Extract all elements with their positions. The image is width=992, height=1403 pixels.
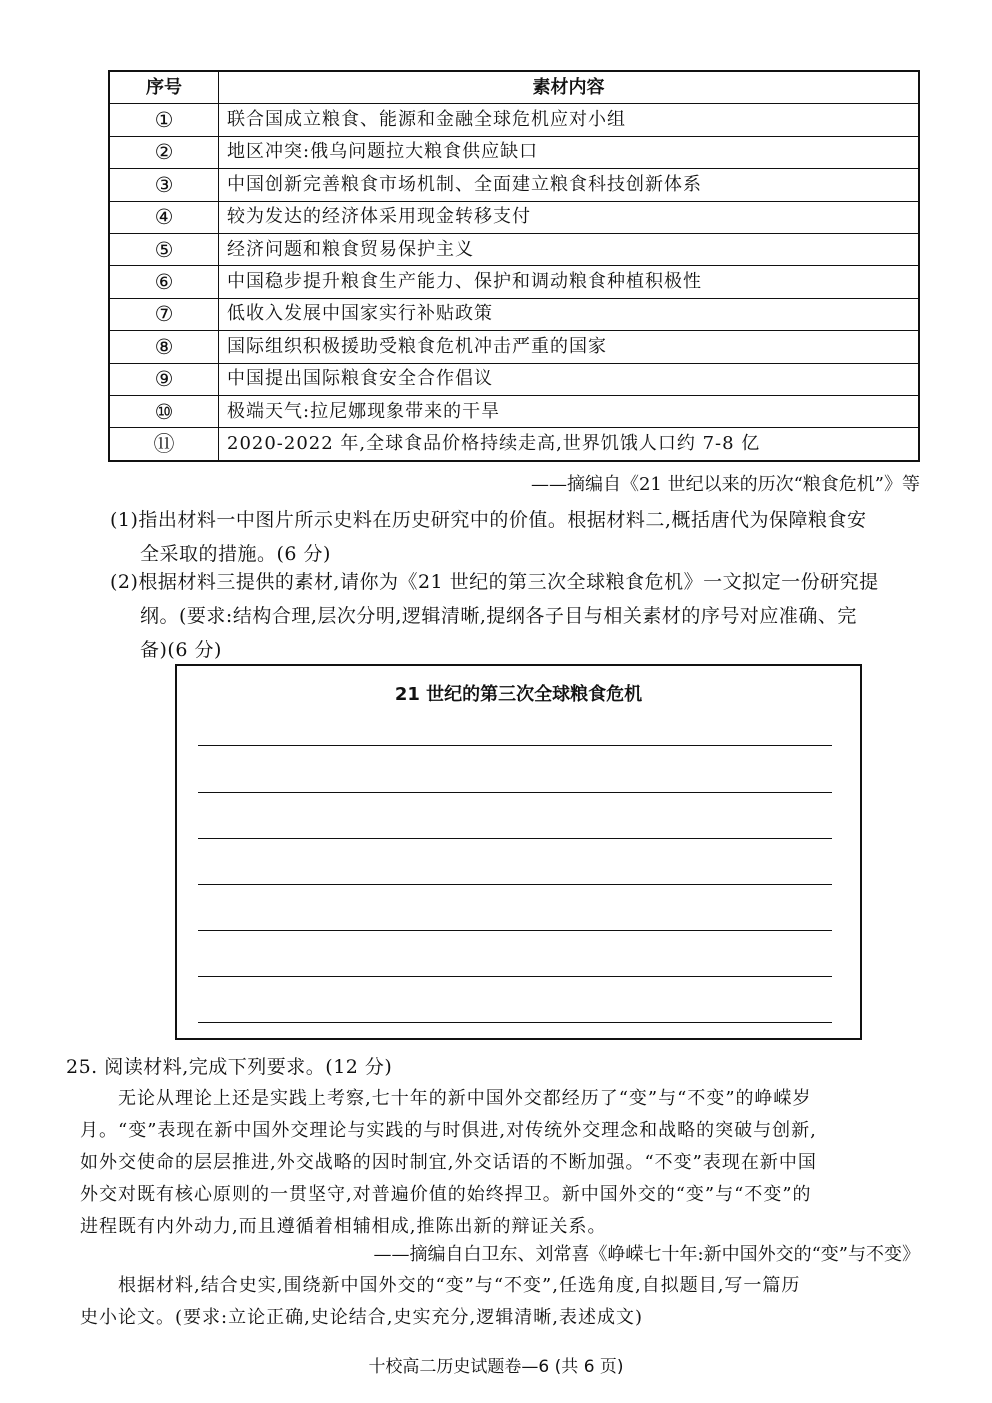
row-text: 较为发达的经济体采用现金转移支付: [219, 201, 920, 233]
table-row: [109, 331, 919, 363]
material-line-3: 如外交使命的层层推进,外交战略的因时制宜,外交话语的不断加强。“不变”表现在新中国: [80, 1152, 817, 1173]
question-1-line-1: (1)指出材料一中图片所示史料在历史研究中的价值。根据材料二,概括唐代为保障粮食安: [110, 509, 867, 531]
task-line-2: 史小论文。(要求:立论正确,史论结合,史实充分,逻辑清晰,表述成文): [80, 1307, 643, 1328]
material-source: ——摘编自白卫东、刘常喜《峥嵘七十年:新中国外交的“变”与不变》: [373, 1244, 920, 1265]
answer-line[interactable]: [198, 838, 832, 839]
question-1: [110, 503, 922, 571]
material-line-1: 无论从理论上还是实践上考察,七十年的新中国外交都经历了“变”与“不变”的峥嵘岁: [118, 1088, 812, 1109]
row-text: 中国提出国际粮食安全合作倡议: [219, 363, 920, 395]
row-number: ⑥: [109, 266, 219, 298]
materials-table: [108, 70, 920, 462]
question-1-line-2: 全采取的措施。(6 分): [140, 543, 331, 565]
question-2-line-3: 备)(6 分): [140, 639, 222, 661]
table-row: [109, 428, 919, 461]
row-number: ③: [109, 169, 219, 201]
outline-answer-box[interactable]: [175, 664, 862, 1040]
row-number: ④: [109, 201, 219, 233]
question-25-material: [80, 1083, 925, 1243]
row-number: ①: [109, 104, 219, 136]
table-row: [109, 363, 919, 395]
answer-line[interactable]: [198, 976, 832, 977]
question-2: [110, 565, 922, 667]
row-number: ⑧: [109, 331, 219, 363]
header-number: 序号: [109, 71, 219, 104]
page-footer: 十校高二历史试题卷—6 (共 6 页): [368, 1357, 624, 1377]
row-text: 地区冲突:俄乌问题拉大粮食供应缺口: [219, 136, 920, 168]
task-line-1: 根据材料,结合史实,围绕新中国外交的“变”与“不变”,任选角度,自拟题目,写一篇历: [118, 1275, 801, 1296]
material-line-4: 外交对既有核心原则的一贯坚守,对普遍价值的始终捍卫。新中国外交的“变”与“不变”的: [80, 1184, 812, 1205]
material-line-5: 进程既有内外动力,而且遵循着相辅相成,推陈出新的辩证关系。: [80, 1216, 607, 1237]
row-number: ②: [109, 136, 219, 168]
table-row: [109, 395, 919, 427]
row-text: 联合国成立粮食、能源和金融全球危机应对小组: [219, 104, 920, 136]
answer-line[interactable]: [198, 930, 832, 931]
row-text: 经济问题和粮食贸易保护主义: [219, 233, 920, 265]
answer-line[interactable]: [198, 745, 832, 746]
table-row: [109, 233, 919, 265]
question-25-heading: 25. 阅读材料,完成下列要求。(12 分): [66, 1056, 393, 1078]
header-content: 素材内容: [219, 71, 920, 104]
table-row: [109, 298, 919, 330]
row-text: 中国稳步提升粮食生产能力、保护和调动粮食种植积极性: [219, 266, 920, 298]
table-row: [109, 201, 919, 233]
outline-title: 21 世纪的第三次全球粮食危机: [394, 684, 643, 705]
material-line-2: 月。“变”表现在新中国外交理论与实践的与时俱进,对传统外交理念和战略的突破与创新,: [80, 1120, 817, 1141]
table-row: [109, 169, 919, 201]
table-row: [109, 266, 919, 298]
table-source: ——摘编自《21 世纪以来的历次“粮食危机”》等: [530, 474, 920, 495]
answer-line[interactable]: [198, 1022, 832, 1023]
answer-line[interactable]: [198, 884, 832, 885]
row-text: 低收入发展中国家实行补贴政策: [219, 298, 920, 330]
row-number: ⑪: [109, 428, 219, 461]
row-number: ⑩: [109, 395, 219, 427]
question-25-task: [80, 1270, 925, 1334]
question-2-line-1: (2)根据材料三提供的素材,请你为《21 世纪的第三次全球粮食危机》一文拟定一份研究提: [110, 571, 879, 593]
row-text: 中国创新完善粮食市场机制、全面建立粮食科技创新体系: [219, 169, 920, 201]
row-number: ⑦: [109, 298, 219, 330]
table-row: [109, 136, 919, 168]
row-text: 国际组织积极援助受粮食危机冲击严重的国家: [219, 331, 920, 363]
question-2-line-2: 纲。(要求:结构合理,层次分明,逻辑清晰,提纲各子目与相关素材的序号对应准确、完: [140, 605, 857, 627]
row-number: ⑤: [109, 233, 219, 265]
row-text: 极端天气:拉尼娜现象带来的干旱: [219, 395, 920, 427]
row-text: 2020-2022 年,全球食品价格持续走高,世界饥饿人口约 7-8 亿: [219, 428, 920, 461]
table-header-row: [109, 71, 919, 104]
table-row: [109, 104, 919, 136]
answer-line[interactable]: [198, 792, 832, 793]
row-number: ⑨: [109, 363, 219, 395]
